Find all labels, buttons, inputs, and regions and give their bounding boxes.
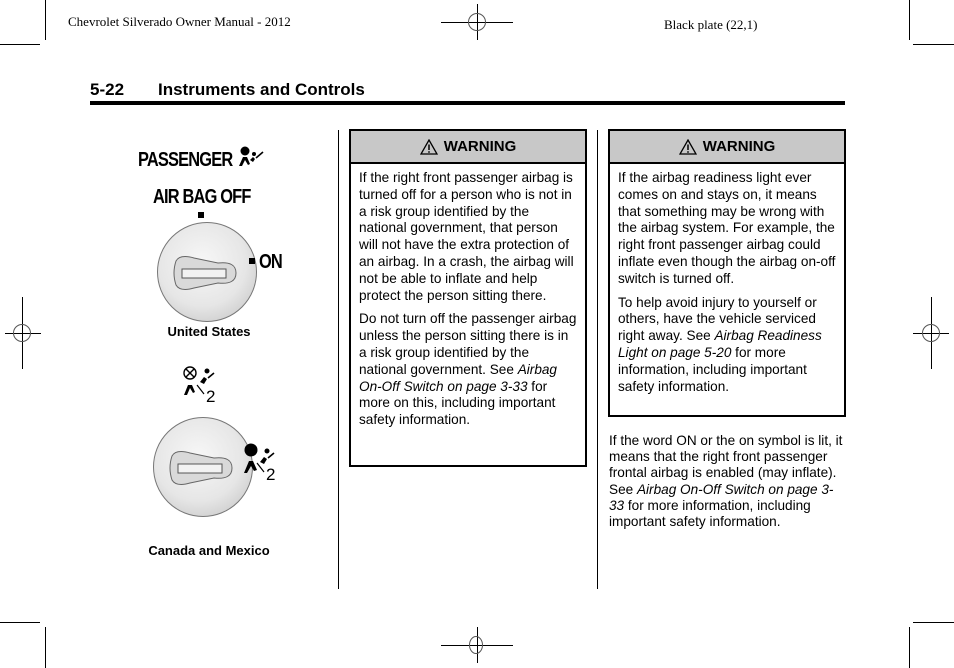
crop-mark	[909, 627, 910, 668]
title-rule	[90, 101, 845, 105]
warning-paragraph: If the right front passenger airbag is turned off for a person who is not in a risk group identified by the national government, that person will not have the extra protection of an airbag. In a crash, the airbag will not be able to inflate and help protect the person sitting there.	[359, 170, 574, 303]
figure-us	[120, 130, 330, 350]
manual-title: Chevrolet Silverado Owner Manual - 2012	[68, 14, 291, 29]
figure-caption: Canada and Mexico	[148, 543, 270, 558]
warning-paragraph: Do not turn off the passenger airbag unless the person sitting there is in a risk group identified by the national government. See Airbag On-Off Switch on page 3-33 for more on this, including important safety information.	[359, 311, 577, 428]
key-slot-icon	[170, 253, 242, 293]
warning-box	[608, 129, 846, 417]
cross-reference-link[interactable]: Airbag Readiness Light on page 5-20	[618, 328, 822, 360]
svg-text:2: 2	[266, 465, 276, 481]
warning-title: WARNING	[702, 138, 776, 155]
warning-paragraph: If the airbag readiness light ever comes on and stays on, it means that something may be wrong with the airbag system. For example, the right front passenger airbag could inflate even though the airbag on-off switch is turned off.	[618, 170, 836, 286]
crop-mark	[913, 44, 954, 45]
airbag-on-symbol-icon	[243, 443, 283, 481]
airbag-off-symbol-icon	[182, 365, 224, 403]
passenger-airbag-icon	[237, 146, 267, 168]
svg-text:2: 2	[206, 387, 216, 403]
registration-circle-icon	[469, 636, 483, 654]
column-divider	[338, 130, 339, 589]
cross-reference-link[interactable]: Airbag On-Off Switch on page 3-33	[609, 481, 834, 513]
warning-triangle-icon	[420, 139, 438, 155]
figure-caption: United States	[167, 324, 251, 339]
plate-label: Black plate (22,1)	[664, 17, 758, 32]
column-divider	[597, 130, 598, 589]
off-indicator	[198, 212, 204, 218]
warning-box	[349, 129, 587, 467]
switch-knob	[153, 417, 253, 517]
crop-mark	[45, 627, 46, 668]
warning-header	[610, 131, 844, 164]
body-paragraph: If the word ON or the on symbol is lit, it means that the right front passenger frontal airbag is enabled (may inflate). See Airbag On-Off Switch on page 3-33 for more information, including important safety information.	[609, 433, 843, 530]
crop-mark	[0, 622, 40, 623]
page-number: 5-22	[90, 80, 125, 99]
figure-canada-mexico	[120, 350, 330, 570]
cross-reference-link[interactable]: Airbag On-Off Switch on page 3-33	[359, 361, 557, 394]
crop-mark	[909, 0, 910, 40]
airbag-off-label: AIR BAG OFF	[153, 186, 251, 208]
crop-mark	[45, 0, 46, 40]
registration-circle-icon	[922, 324, 940, 342]
key-slot-icon	[166, 448, 238, 488]
warning-triangle-icon	[679, 139, 697, 155]
on-label: ON	[259, 251, 282, 273]
warning-body	[610, 164, 844, 395]
section-title: Instruments and Controls	[158, 80, 365, 99]
section-heading	[90, 80, 365, 100]
passenger-label: PASSENGER	[138, 149, 233, 171]
switch-knob	[157, 222, 257, 322]
registration-circle-icon	[468, 13, 486, 31]
on-indicator	[249, 258, 255, 264]
crop-mark	[0, 44, 40, 45]
warning-paragraph: To help avoid injury to yourself or others, have the vehicle serviced right away. See Airbag Readiness Light on page 5-20 for more information, including important safety information.	[618, 294, 822, 394]
warning-body	[351, 164, 585, 429]
registration-circle-icon	[13, 324, 31, 342]
warning-header	[351, 131, 585, 164]
warning-title: WARNING	[443, 138, 517, 155]
crop-mark	[913, 622, 954, 623]
